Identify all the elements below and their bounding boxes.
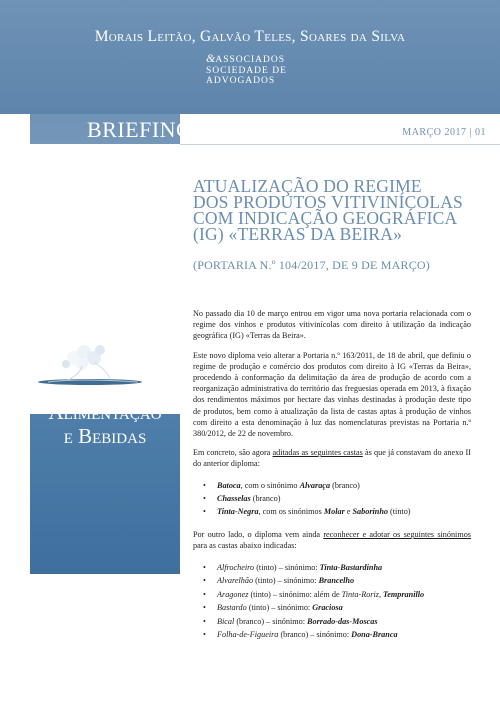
list-item: • Aragonez (tinto) – sinónimo: além de Tinta-Roriz, Tempranillo	[207, 589, 471, 600]
title-line2: DOS PRODUTOS VITIVINÍCOLAS	[193, 192, 463, 212]
added-grapes-list	[207, 480, 471, 518]
briefing-label: BRIEFING	[87, 117, 193, 142]
list-item: • Bical (branco) – sinónimo: Borrado-das-Moscas	[207, 616, 471, 627]
list-item: • Tinta-Negra, com os sinónimos Molar e Saborinho (tinto)	[207, 506, 471, 517]
article-subtitle: (PORTARIA N.º 104/2017, DE 9 DE MARÇO)	[193, 258, 430, 272]
article-title	[193, 178, 493, 242]
paragraph-4-tail: para as castas abaixo indicadas:	[193, 541, 297, 551]
firm-sub-line2: SOCIEDADE DE	[206, 65, 287, 76]
list-item: • Bastardo (tinto) – sinónimo: Graciosa	[207, 602, 471, 613]
firm-sub-line3: ADVOGADOS	[206, 76, 276, 86]
section-title-line1: Alimentação	[48, 400, 162, 424]
paragraph-4-text: Por outro lado, o diploma vem ainda	[193, 530, 324, 540]
paragraph-2: Este novo diploma veio alterar a Portaria n.º 163/2011, de 18 de abril, que definiu o regime de produção e comércio dos produtos com direito à IG «Terras da Beira», procedendo à conformação da delimitação da área de produção de acordo com a reorganização administrativa do território das freguesias operada em 2013, à fixação dos rendimentos máximos por hectare das vinhas destinadas à produção deste tipo de produtos, bem como à atualização da lista de castas aptas à produção de vinhos com direito a esta denominação à luz das nomenclaturas previstas na Portaria n.º 380/2012, de 22 de novembro.	[193, 350, 471, 439]
paragraph-4-underline: reconhecer e adotar os seguintes sinónimos	[323, 530, 471, 540]
title-line3: COM INDICAÇÃO GEOGRÁFICA	[193, 208, 458, 228]
issue-date: MARÇO 2017	[402, 127, 467, 138]
list-item: • Alvarelhão (tinto) – sinónimo: Brancelho	[207, 575, 471, 586]
list-item: • Batoca, com o sinónimo Alvaraça (branco)	[207, 480, 471, 491]
section-title	[30, 400, 180, 448]
paragraph-3-tail: às que já constavam do anexo II do anterior diploma:	[193, 448, 471, 469]
firm-sub-line1: ASSOCIADOS	[215, 55, 285, 65]
list-item: • Alfrocheiro (tinto) – sinónimo: Tinta-Bastardinha	[207, 562, 471, 573]
header-band	[0, 0, 500, 114]
header-divider	[180, 144, 500, 145]
paragraph-3-underline: aditadas as seguintes castas	[272, 448, 363, 458]
firm-subtitle	[206, 53, 287, 87]
paragraph-1: No passado dia 10 de março entrou em vigor uma nova portaria relacionada com o regime dos vinhos e produtos vitivinícolas com direito à utilização da indicação geográfica (IG) «Terras da Beira».	[193, 309, 471, 341]
synonyms-list	[207, 562, 471, 641]
paragraph-4	[193, 529, 471, 551]
ampersand: &	[206, 51, 216, 65]
title-line1: ATUALIZAÇÃO DO REGIME	[193, 176, 422, 196]
section-title-line2: e Bebidas	[63, 424, 147, 448]
paragraph-3	[193, 447, 471, 469]
paragraph-3-text: Em concreto, são agora	[193, 448, 273, 458]
date-line	[402, 127, 486, 138]
list-item: • Chasselas (branco)	[207, 493, 471, 504]
page-number: 01	[475, 127, 486, 138]
flower-icon	[38, 338, 144, 394]
separator: |	[469, 127, 472, 138]
title-line4: (IG) «TERRAS DA BEIRA»	[193, 224, 403, 244]
article-body	[193, 308, 471, 643]
list-item: • Folha-de-Figueira (branco) – sinónimo: Dona-Branca	[207, 629, 471, 640]
firm-name: Morais Leitão, Galvão Teles, Soares da Silva	[94, 28, 406, 45]
